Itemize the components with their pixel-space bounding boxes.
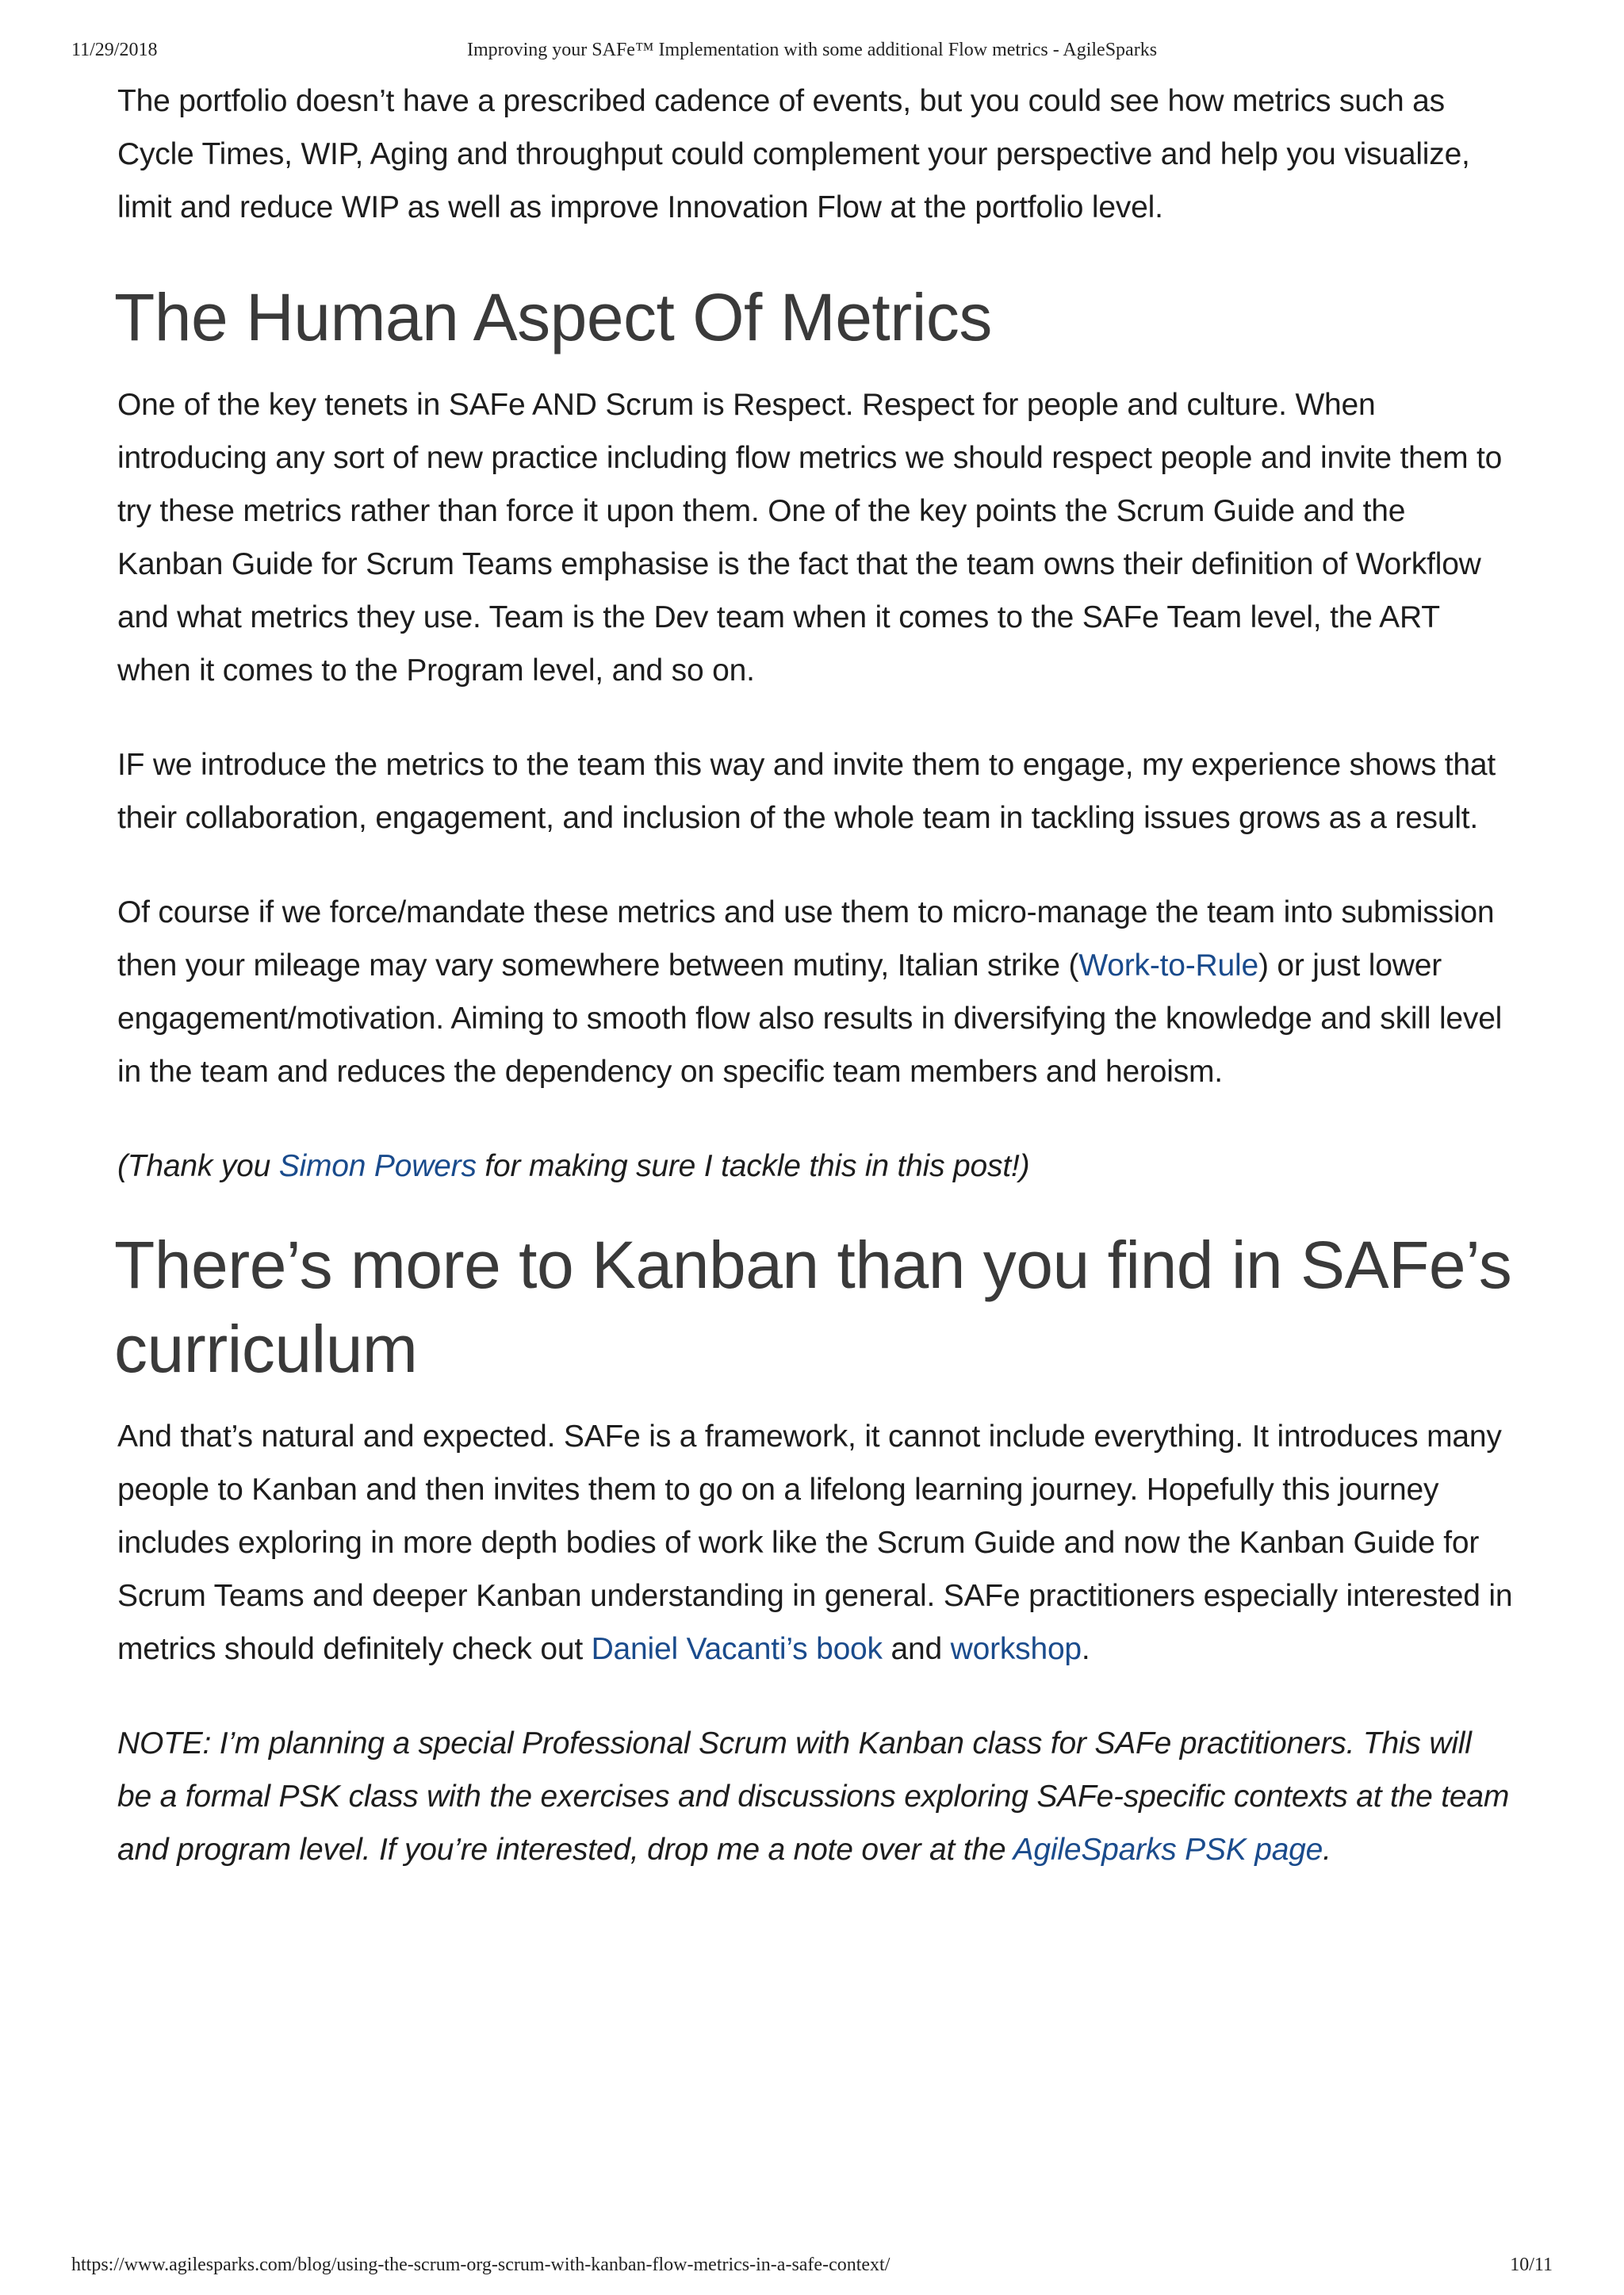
intro-paragraph: The portfolio doesn’t have a prescribed cadence of events, but you could see how metrics such as Cycle Times, WIP, Aging and throughput could complement your perspective and help you visualize, limit and reduce WIP as well as improve Innovation Flow at the portfolio level. — [117, 84, 1470, 224]
text-segment: . — [1323, 1833, 1331, 1867]
text-segment: NOTE: I’m planning a special Professional Scrum with Kanban class for SAFe practitioners. This will be a formal PSK class with the exercises and discussions exploring SAFe-specific contexts at the team and program level. If you’re interested, drop me a note over at the — [117, 1726, 1510, 1867]
text-segment: Of course if we force/mandate these metrics and use them to micro-manage the team into submission then your mileage may vary somewhere between mutiny, Italian strike ( — [117, 895, 1495, 983]
section-heading-more-to-kanban: There’s more to Kanban than you find in SAFe’s curriculum — [114, 1228, 1512, 1386]
section-heading-human-aspect: The Human Aspect Of Metrics — [114, 280, 992, 354]
page-number: 10/11 — [1510, 2255, 1553, 2275]
print-url: https://www.agilesparks.com/blog/using-the-scrum-org-scrum-with-kanban-flow-metrics-in-a-safe-context/ — [71, 2255, 891, 2275]
print-page-title: Improving your SAFe™ Implementation with some additional Flow metrics - AgileSparks — [466, 40, 1158, 60]
paragraph-force-metrics — [117, 886, 1513, 1098]
workshop-link[interactable]: workshop — [950, 1632, 1082, 1666]
text-segment: And that’s natural and expected. SAFe is a framework, it cannot include everything. It introduces many people to Kanban and then invites them to go on a lifelong learning journey. Hopefully this journey includes exploring in more depth bodies of work like the Scrum Guide and now the Kanban Guide for Scrum Teams and deeper Kanban understanding in general. SAFe practitioners especially interested in metrics should definitely check out — [117, 1420, 1513, 1666]
print-header — [0, 40, 1624, 68]
text-segment: . — [1081, 1632, 1090, 1666]
paragraph-natural-expected — [117, 1410, 1513, 1676]
daniel-vacanti-book-link[interactable]: Daniel Vacanti’s book — [591, 1632, 883, 1666]
article-body — [114, 75, 1513, 1918]
paragraph-respect: One of the key tenets in SAFe AND Scrum is Respect. Respect for people and culture. When introducing any sort of new practice including flow metrics we should respect people and invite them to try these metrics rather than force it upon them. One of the key points the Scrum Guide and the Kanban Guide for Scrum Teams emphasise is the fact that the team owns their definition of Workflow and what metrics they use. Team is the Dev team when it comes to the SAFe Team level, the ART when it comes to the Program level, and so on. — [117, 388, 1503, 688]
thanks-paragraph — [117, 1140, 1513, 1193]
text-segment: ) or just lower engagement/motivation. Aiming to smooth flow also results in diversifying the knowledge and skill level in the team and reduces the dependency on specific team members and heroism. — [117, 948, 1503, 1089]
simon-powers-link[interactable]: Simon Powers — [278, 1149, 477, 1183]
print-footer — [0, 2255, 1624, 2283]
text-segment: (Thank you — [117, 1149, 279, 1183]
print-date: 11/29/2018 — [71, 40, 158, 60]
text-segment: for making sure I tackle this in this post!) — [476, 1149, 1030, 1183]
agilesparks-psk-page-link[interactable]: AgileSparks PSK page — [1013, 1833, 1323, 1867]
work-to-rule-link[interactable]: Work-to-Rule — [1078, 948, 1258, 983]
note-paragraph — [117, 1717, 1513, 1876]
paragraph-invite-metrics: IF we introduce the metrics to the team this way and invite them to engage, my experience shows that their collaboration, engagement, and inclusion of the whole team in tackling issues grows as a result. — [117, 748, 1496, 835]
text-segment: and — [882, 1632, 951, 1666]
